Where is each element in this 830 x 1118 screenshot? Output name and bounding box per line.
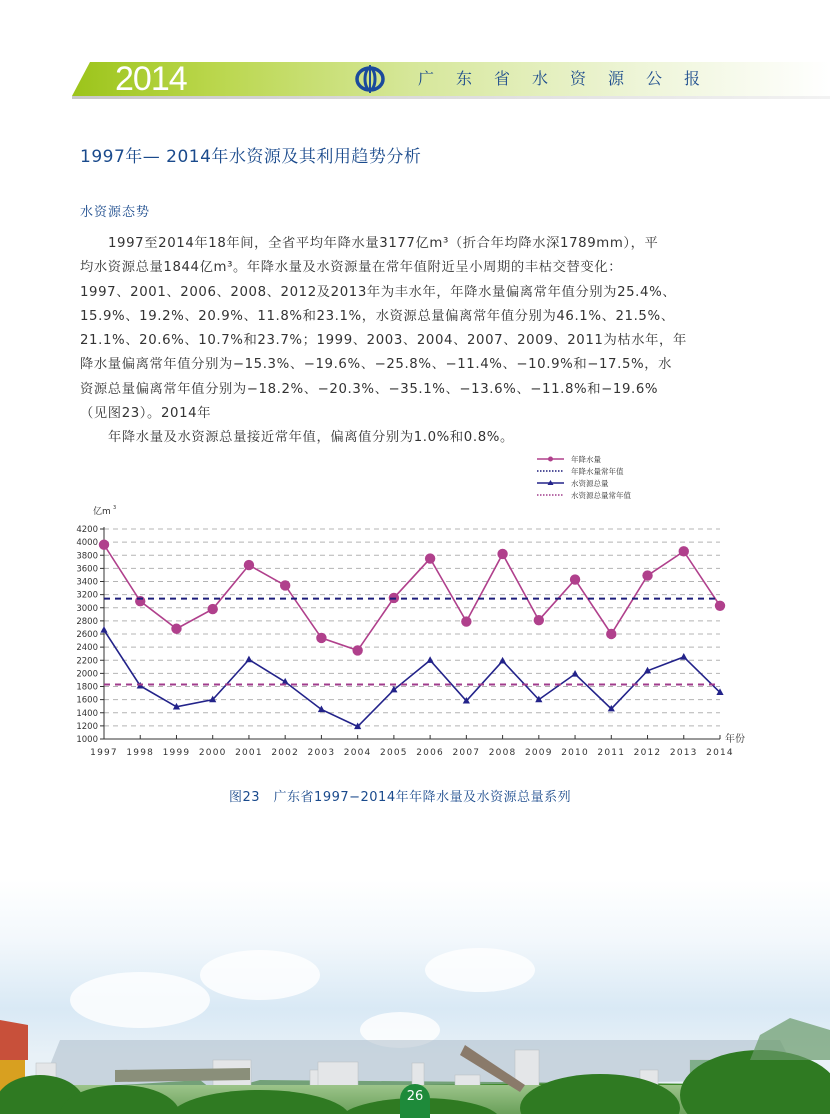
data-point-triangle: [318, 705, 325, 712]
x-tick-label: 2002: [271, 748, 300, 758]
y-tick-label: 4200: [76, 525, 98, 535]
legend-label: 水资源总量常年值: [571, 491, 631, 500]
x-axis-label: 年份: [725, 734, 745, 745]
x-tick-label: 2004: [343, 748, 372, 758]
x-tick-label: 1997: [90, 748, 118, 758]
x-tick-label: 2012: [633, 748, 662, 758]
data-point-circle: [606, 629, 616, 639]
y-axis-label: 亿m: [93, 507, 111, 517]
x-tick-label: 2009: [524, 748, 553, 758]
x-tick-label: 2001: [235, 748, 263, 758]
paragraph-line: 1997、2001、2006、2008、2012及2013年为丰水年，年降水量偏离常年值分别为25.4%、: [80, 284, 677, 300]
y-tick-label: 1800: [76, 682, 98, 693]
data-point-circle: [316, 633, 326, 643]
data-point-circle: [208, 604, 218, 614]
report-title: 广东省水资源公报: [418, 69, 723, 88]
data-point-circle: [679, 546, 689, 556]
paragraph-line: 年降水量及水资源总量接近常年值，偏离值分别为1.0%和0.8%。: [108, 430, 514, 446]
data-point-triangle: [100, 626, 107, 633]
paragraph-line: 1997至2014年18年间，全省平均年降水量3177亿m³（折合年均降水深1789mm），平: [108, 236, 659, 251]
x-tick-label: 2005: [380, 748, 408, 758]
paragraph-line: 均水资源总量1844亿m³。年降水量及水资源量在常年值附近呈小周期的丰枯交替变化：: [80, 260, 623, 276]
legend-label: 年降水量: [571, 455, 601, 464]
page-title: 1997年— 2014年水资源及其利用趋势分析: [80, 147, 422, 167]
rainfall-water-resources-chart: [0, 440, 830, 770]
data-point-circle: [642, 570, 652, 580]
paragraph-line: 降水量偏离常年值分别为−15.3%、−19.6%、−25.8%、−11.4%、−10.9%和−17.5%，水: [80, 357, 673, 373]
water-resources-emblem-icon: [354, 64, 386, 94]
y-tick-label: 3800: [76, 551, 98, 562]
figure-caption: 图23 广东省1997−2014年年降水量及水资源总量系列: [229, 790, 572, 805]
y-tick-label: 3200: [76, 590, 98, 601]
y-tick-label: 1000: [76, 735, 98, 745]
y-tick-label: 3400: [76, 577, 98, 588]
data-point-circle: [715, 601, 725, 611]
data-point-triangle: [680, 653, 687, 660]
legend-label: 水资源总量: [571, 479, 609, 488]
y-tick-label: 2600: [76, 630, 98, 640]
y-tick-label: 2000: [76, 669, 98, 680]
data-point-circle: [534, 615, 544, 625]
data-point-circle: [135, 596, 145, 606]
x-tick-label: 2008: [488, 748, 517, 758]
data-point-circle: [570, 574, 580, 584]
data-point-circle: [280, 580, 290, 590]
report-year: 2014: [115, 60, 187, 98]
y-tick-label: 1400: [76, 708, 98, 719]
city-river-panorama-photo: [0, 880, 830, 1114]
data-point-circle: [497, 549, 507, 559]
x-tick-label: 2007: [452, 748, 481, 758]
x-tick-label: 2014: [706, 748, 734, 758]
data-point-circle: [99, 540, 109, 550]
y-tick-label: 2800: [76, 616, 98, 627]
paragraph-line: 资源总量偏离常年值分别为−18.2%、−20.3%、−35.1%、−13.6%、−11.8%和−19.6%: [80, 381, 659, 397]
x-tick-label: 1998: [126, 748, 155, 758]
x-tick-label: 2000: [198, 748, 227, 758]
data-point-circle: [171, 624, 181, 634]
y-tick-label: 1200: [76, 721, 98, 732]
data-point-circle: [352, 645, 362, 655]
data-point-circle: [461, 616, 471, 626]
y-tick-label: 3600: [76, 564, 98, 575]
paragraph-line: 15.9%、19.2%、20.9%、11.8%和23.1%，水资源总量偏离常年值分别为46.1%、21.5%、: [80, 308, 675, 324]
series-line-2: [104, 630, 720, 726]
y-tick-label: 2200: [76, 656, 98, 667]
section-title: 水资源态势: [80, 205, 151, 220]
y-tick-label: 4000: [76, 538, 98, 549]
x-tick-label: 1999: [162, 748, 191, 758]
x-tick-label: 2013: [669, 748, 698, 758]
x-tick-label: 2003: [307, 748, 336, 758]
paragraph-line: （见图23）。2014年: [80, 406, 212, 422]
data-point-triangle: [245, 656, 252, 663]
y-tick-label: 1600: [76, 695, 98, 706]
legend-marker-circle: [548, 457, 553, 462]
y-tick-label: 3000: [76, 603, 98, 614]
body-paragraph: [80, 232, 697, 451]
paragraph-line: 21.1%、20.6%、10.7%和23.7%；1999、2003、2004、2007、2009、2011为枯水年，年: [80, 333, 687, 349]
data-point-circle: [425, 553, 435, 563]
data-point-circle: [244, 560, 254, 570]
y-tick-label: 2400: [76, 643, 98, 654]
x-tick-label: 2006: [416, 748, 444, 758]
legend-label: 年降水量常年值: [571, 467, 624, 476]
x-tick-label: 2011: [597, 748, 626, 758]
x-tick-label: 2010: [561, 748, 589, 758]
data-point-triangle: [427, 656, 434, 663]
page-number-badge: 26: [400, 1084, 430, 1118]
y-axis-label-sup: 3: [113, 505, 117, 511]
